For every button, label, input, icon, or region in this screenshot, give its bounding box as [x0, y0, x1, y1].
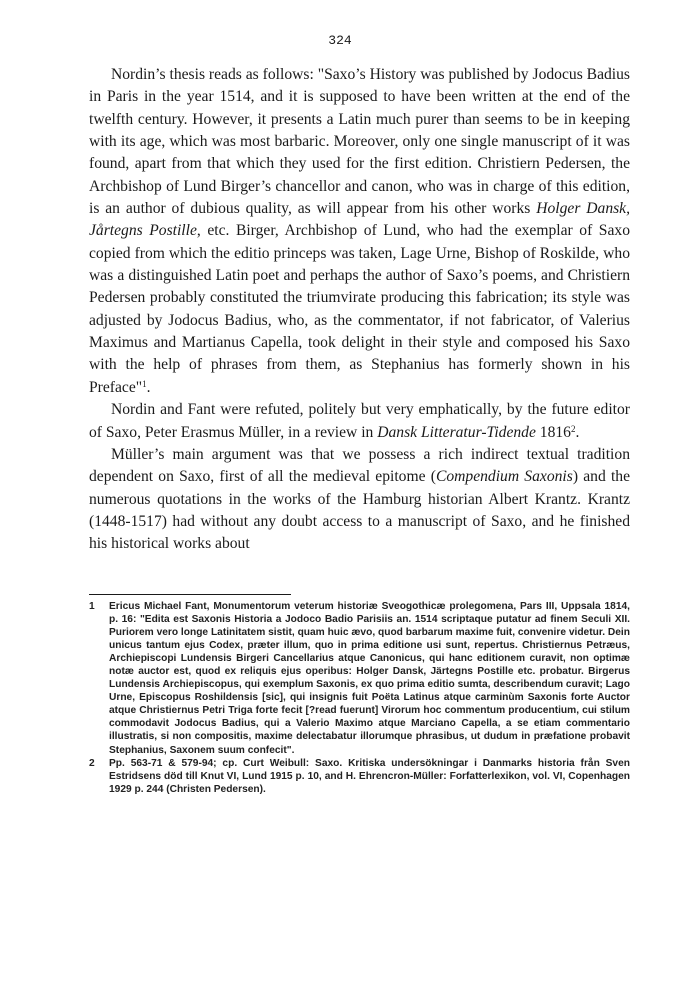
footnote-number: 2: [89, 757, 95, 769]
footnote-text: Ericus Michael Fant, Monumentorum veterum historiæ Sveogothicæ prolegomena, Pars III, Uppsala 1814, p. 16: "Edita est Saxonis Historia a Jodoco Badio Parisiis an. 1514 scriptaque putatur ad finem Seculi XII. Puriorem vero longe Latinitatem sistit, quam huic ævo, quod barbarum maxime fuit, convenire videtur. Dein unicus tantum ejus Codex, præter illum, quo in prima editione usi sunt, repertus. Christiernus Petræus, Archiepiscopi Lundensis Birgeri Cancellarius atque Canonicus, qui hanc editionem curavit, non optimæ notæ auctor est, quod ex reliquis ejus operibus: Holger Dansk, Järtegns Postille etc. probatur. Birgerus Lundensis Archiepiscopus, qui exemplum Saxonis, ex quo prima editio sumta, describendum curavit; Lago Urne, Episcopus Roshildensis [sic], qui insignis fuit Poëta Latinus atque carminùm Saxonis forte Auctor atque Christiernus Petri Triga forte fecit [?read fuerunt] Virorum hoc commentum producentium, cui stilum commodavit Jodocus Badius, qui a Valerio Maximo atque Marciano Capella, a se etiam commentario illustratis, si non compositis, maxime delectabatur illorumque phrasibus, ut dudum in præfatione probavit Stephanius, Saxonem suum confecit".: [109, 601, 630, 756]
footnote: [89, 600, 630, 757]
footnote-text: Pp. 563-71 & 579-94; cp. Curt Weibull: Saxo. Kritiska undersökningar i Danmarks historia från Sven Estridsens död till Knut VI, Lund 1915 p. 10, and H. Ehrencron-Müller: Forfatterlexikon, vol. VI, Copenhagen 1929 p. 244 (Christen Pedersen).: [109, 757, 630, 795]
paragraph-text: Nordin and Fant were refuted, politely but very emphatically, by the future editor of Saxo, Peter Erasmus Müller, in a review in: [89, 401, 630, 441]
paragraph-nordin-thesis: [89, 64, 630, 399]
body-text: [89, 64, 630, 556]
paragraph-text: , etc. Birger, Archbishop of Lund, who had the exemplar of Saxo copied from which the editio princeps was taken, Lage Urne, Bishop of Roskilde, who was a distinguished Latin poet and perhaps the author of Saxo’s poems, and Christiern Pedersen probably constituted the triumvirate producing this fabrication; its style was adjusted by Jodocus Badius, who, as the commentator, if not fabricator, of Valerius Maximus and Martianus Capella, took delight in their style and composed his Saxo with the help of phrases from them, as Stephanius has formerly shown in his Preface": [89, 222, 630, 396]
paragraph-text: .: [146, 378, 151, 396]
paragraph-text: .: [575, 423, 580, 441]
italic-work-title: Compendium Saxonis: [435, 468, 573, 486]
footnote-ref-2: 2: [570, 423, 576, 434]
paragraph-text: Nordin’s thesis reads as follows: "Saxo’s History was published by Jodocus Badius in Paris in the year 1514, and it is supposed to have been written at the end of the twelfth century. However, it presents a Latin much purer than seems to be in keeping with its age, which was most barbaric. Moreover, only one single manuscript of it was found, apart from that which they used for the first edition. Christiern Pedersen, the Archbishop of Lund Birger’s chancellor and canon, who was in charge of this edition, is an author of dubious quality, as will appear from his other works: [89, 66, 630, 218]
paragraph-refutation: [89, 399, 630, 444]
footnote-number: 1: [89, 601, 95, 612]
page-number: 324: [328, 33, 352, 48]
paragraph-text: 1816: [535, 423, 571, 441]
footnote-divider: [89, 594, 291, 595]
paragraph-text: Müller’s main argument was that we possess a rich indirect textual tradition dependent on Saxo, first of all the medieval epitome (: [89, 445, 630, 486]
paragraph-muller-argument: [89, 444, 630, 556]
footnotes: [89, 600, 630, 796]
footnote-ref-1: 1: [142, 378, 147, 389]
italic-work-titles: Holger Dansk, Jårtegns Postille: [89, 200, 631, 240]
paragraph-text: ) and the numerous quotations in the works of the Hamburg historian Albert Krantz. Krantz (1448-1517) had without any doubt access to a manuscript of Saxo, and he finished his historical works about: [89, 468, 630, 553]
italic-journal-title: Dansk Litteratur-Tidende: [377, 423, 536, 441]
footnote: [89, 757, 630, 796]
